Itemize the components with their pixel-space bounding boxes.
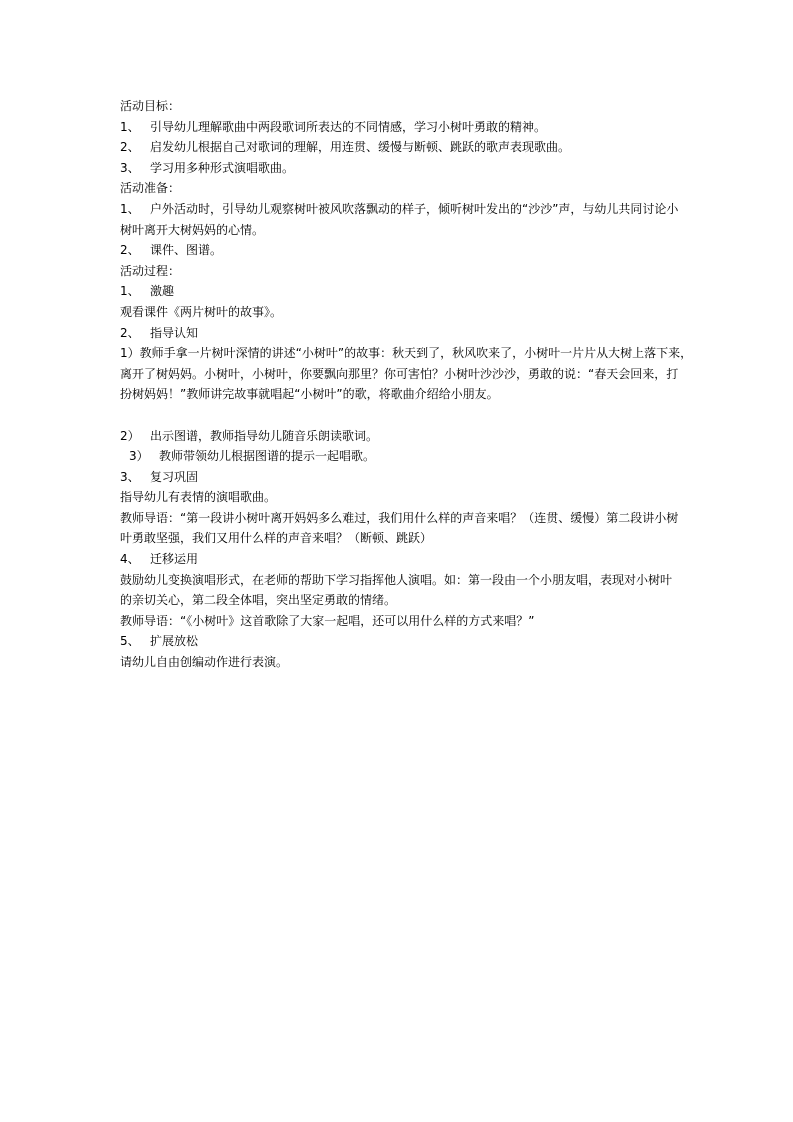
step-number: 4、 — [120, 552, 140, 567]
step-title: 扩展放松 — [150, 634, 199, 649]
step-number: 1、 — [120, 284, 140, 299]
prep-item — [120, 240, 680, 261]
paragraph-line: 扮树妈妈！”教师讲完故事就唱起“小树叶”的歌，将歌曲介绍给小朋友。 — [120, 387, 499, 402]
step-number: 2、 — [120, 325, 140, 340]
goal-item — [120, 117, 680, 138]
sub-item — [120, 446, 680, 467]
goal-item — [120, 137, 680, 158]
prep-item — [120, 199, 680, 220]
step-heading — [120, 467, 680, 488]
paragraph-line: 鼓励幼儿变换演唱形式，在老师的帮助下学习指挥他人演唱。如：第一段由一个小朋友唱，表现对小树叶 — [120, 572, 673, 587]
prep-text: 课件、图谱。 — [150, 243, 223, 258]
step-text: 观看课件《两片树叶的故事》。 — [120, 304, 283, 319]
goal-text: 引导幼儿理解歌曲中两段歌词所表达的不同情感，学习小树叶勇敢的精神。 — [150, 119, 547, 134]
blank-line — [120, 405, 680, 426]
sub-text: 出示图谱，教师指导幼儿随音乐朗读歌词。 — [150, 428, 379, 443]
paragraph-line: 的亲切关心，第二段全体唱，突出坚定勇敢的情绪。 — [120, 593, 397, 608]
step-heading — [120, 631, 680, 652]
paragraph-line: 教师导语：“第一段讲小树叶离开妈妈多么难过，我们用什么样的声音来唱？（连贯、缓慢）第二段讲小树 — [120, 510, 679, 525]
prep-number: 2、 — [120, 243, 140, 258]
step-heading — [120, 549, 680, 570]
document-body — [120, 96, 693, 673]
goal-number: 2、 — [120, 140, 140, 155]
goal-heading: 活动目标： — [120, 99, 181, 113]
step-number: 3、 — [120, 469, 140, 484]
paragraph-line: 教师导语：“《小树叶》这首歌除了大家一起唱，还可以用什么样的方式来唱？” — [120, 613, 535, 628]
step-heading — [120, 281, 680, 302]
sub-number: 3） — [129, 449, 149, 464]
sub-text: 教师带领幼儿根据图谱的提示一起唱歌。 — [159, 449, 376, 464]
goal-number: 3、 — [120, 160, 140, 175]
sub-item — [120, 426, 680, 447]
paragraph-line: 离开了树妈妈。小树叶，小树叶，你要飘向那里？你可害怕？小树叶沙沙沙，勇敢的说：“春天会回来，打 — [120, 366, 679, 381]
goal-item — [120, 158, 680, 179]
paragraph-line: 1）教师手拿一片树叶深情的讲述“小树叶”的故事：秋天到了，秋风吹来了，小树叶一片片从大树上落下来， — [120, 346, 693, 361]
goal-number: 1、 — [120, 119, 140, 134]
prep-heading: 活动准备： — [120, 181, 181, 196]
prep-number: 1、 — [120, 201, 140, 216]
step-number: 5、 — [120, 634, 140, 649]
goal-text: 学习用多种形式演唱歌曲。 — [150, 160, 295, 175]
prep-text: 户外活动时，引导幼儿观察树叶被风吹落飘动的样子，倾听树叶发出的“沙沙”声，与幼儿共同讨论小 — [150, 201, 679, 216]
step-title: 指导认知 — [150, 325, 199, 340]
process-heading: 活动过程： — [120, 263, 181, 278]
prep-text-continued: 树叶离开大树妈妈的心情。 — [120, 222, 265, 237]
sub-number: 2） — [120, 428, 140, 443]
step-title: 复习巩固 — [150, 469, 199, 484]
step-title: 激趣 — [150, 284, 175, 299]
goal-text: 启发幼儿根据自己对歌词的理解，用连贯、缓慢与断顿、跳跃的歌声表现歌曲。 — [150, 140, 571, 155]
paragraph-line: 叶勇敢坚强，我们又用什么样的声音来唱？（断顿、跳跃） — [120, 531, 433, 546]
step-text: 指导幼儿有表情的演唱歌曲。 — [120, 490, 277, 505]
step-title: 迁移运用 — [150, 552, 199, 567]
step-text: 请幼儿自由创编动作进行表演。 — [120, 655, 289, 670]
step-heading — [120, 323, 680, 344]
